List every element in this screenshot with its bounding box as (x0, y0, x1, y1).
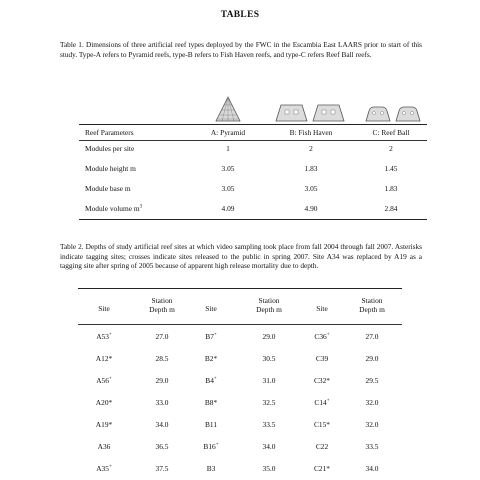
depth-cell: 34.0 (155, 420, 169, 429)
table-row (79, 204, 427, 218)
site-code: B11 (204, 420, 218, 429)
depth-cell: 32.0 (365, 398, 379, 407)
table-row (78, 376, 402, 392)
depth-cell: 33.0 (155, 398, 169, 407)
table2-caption: Table 2. Depths of study artificial reef sites at which video sampling took place from fall 2004 through fall 2007. Asterisks indicate tagging sites; crosses indicate sites released to the public in spring 2007. Site A34 was replaced by A19 as a tagging site after spring of 2005 because of apparent high release mortality due to depth. (60, 242, 422, 271)
table-row (78, 332, 402, 348)
site-code: B2* (204, 354, 218, 363)
superscript: 3 (139, 204, 143, 210)
site-code: B8* (204, 398, 218, 407)
site-cell (82, 354, 126, 363)
release-cross-marker: + (108, 332, 112, 338)
site-code: C15* (313, 420, 330, 429)
table1-bottom-rule (79, 219, 427, 220)
site-code: B16 (203, 442, 216, 451)
depth-cell: 28.5 (155, 354, 169, 363)
depth-cell: 29.5 (365, 376, 379, 385)
depth-cell: 33.5 (262, 420, 276, 429)
table1-caption: Table 1. Dimensions of three artificial reef types deployed by the FWC in the Escambia East LAARS prior to start of this study. Type-A refers to Pyramid reefs, type-B refers to Fish Haven reefs, and type-C refers Reef Ball reefs. (60, 40, 422, 59)
site-code: C32* (313, 376, 330, 385)
site-cell (82, 398, 126, 407)
depth-cell: 32.0 (365, 420, 379, 429)
site-cell (190, 376, 232, 385)
release-cross-marker: + (326, 332, 330, 338)
depth-cell: 32.5 (262, 398, 276, 407)
table-row (79, 144, 427, 158)
depth-cell: 29.0 (262, 332, 276, 341)
header-site: Site (316, 304, 328, 313)
site-code: B4 (205, 376, 214, 385)
site-cell (190, 442, 232, 451)
site-code: A12* (95, 354, 113, 363)
cell-value: 1.45 (384, 164, 398, 173)
depth-cell: 29.0 (155, 376, 169, 385)
depth-cell: 33.5 (365, 442, 379, 451)
table-row (78, 464, 402, 480)
header-reef-ball: C: Reef Ball (372, 128, 410, 137)
table1-top-rule (79, 124, 427, 125)
header-line: Depth m (149, 305, 175, 314)
row-label: Module base m (85, 184, 131, 193)
site-cell (300, 376, 344, 385)
site-code: A35 (96, 464, 109, 473)
depth-cell: 37.5 (155, 464, 169, 473)
site-code: C21* (313, 464, 330, 473)
depth-cell: 34.0 (262, 442, 276, 451)
depth-cell: 27.0 (365, 332, 379, 341)
cell-value: 1.83 (384, 184, 398, 193)
depth-cell: 31.0 (262, 376, 276, 385)
cell-value: 3.05 (304, 184, 318, 193)
site-code: C22 (315, 442, 329, 451)
table-row (79, 184, 427, 198)
table2-top-rule (78, 288, 402, 289)
release-cross-marker: + (215, 442, 219, 448)
table-row (78, 442, 402, 458)
depth-cell: 27.0 (155, 332, 169, 341)
row-label-text: Module volume m (85, 204, 140, 213)
table1-header-rule (79, 140, 427, 141)
table-row (78, 420, 402, 436)
table-row (78, 398, 402, 414)
site-cell (82, 376, 126, 385)
site-code: A56 (96, 376, 109, 385)
fish-haven-reef-icon (275, 104, 345, 122)
site-code: B7 (205, 332, 214, 341)
header-station-depth (344, 296, 400, 314)
header-site: Site (98, 304, 110, 313)
site-cell (300, 354, 344, 363)
site-cell (82, 420, 126, 429)
header-line: Station (151, 296, 173, 305)
site-cell (300, 332, 344, 341)
release-cross-marker: + (108, 464, 112, 470)
site-code: A19* (95, 420, 113, 429)
cell-value: 3.05 (221, 184, 235, 193)
depth-cell: 34.0 (365, 464, 379, 473)
site-cell (82, 464, 126, 473)
site-code: A36 (97, 442, 111, 451)
cell-value: 1 (226, 144, 230, 153)
site-cell (190, 464, 232, 473)
row-label: Module height m (85, 164, 136, 173)
depth-cell: 35.0 (262, 464, 276, 473)
site-code: B3 (206, 464, 216, 473)
pyramid-reef-icon (213, 96, 243, 122)
header-line: Depth m (256, 305, 282, 314)
row-label: Modules per site (85, 144, 135, 153)
site-cell (190, 354, 232, 363)
site-cell (300, 464, 344, 473)
release-cross-marker: + (213, 332, 217, 338)
release-cross-marker: + (326, 398, 330, 404)
header-pyramid: A: Pyramid (210, 128, 246, 137)
cell-value: 4.09 (221, 204, 235, 213)
table-row (78, 354, 402, 370)
header-line: Station (361, 296, 383, 305)
header-line: Station (258, 296, 280, 305)
site-code: C39 (315, 354, 329, 363)
site-cell (82, 332, 126, 341)
release-cross-marker: + (213, 376, 217, 382)
site-cell (190, 398, 232, 407)
header-line: Depth m (359, 305, 385, 314)
site-cell (300, 398, 344, 407)
header-station-depth (240, 296, 298, 314)
header-station-depth (134, 296, 190, 314)
table-row (79, 164, 427, 178)
header-reef-parameters: Reef Parameters (85, 128, 134, 137)
row-label (85, 204, 142, 213)
site-code: A20* (95, 398, 113, 407)
site-cell (190, 420, 232, 429)
tables-heading: TABLES (220, 10, 260, 20)
site-cell (300, 420, 344, 429)
header-fish-haven: B: Fish Haven (289, 128, 333, 137)
cell-value: 4.90 (304, 204, 318, 213)
reef-ball-icon (365, 106, 421, 122)
cell-value: 2 (309, 144, 313, 153)
depth-cell: 30.5 (262, 354, 276, 363)
cell-value: 3.05 (221, 164, 235, 173)
cell-value: 1.83 (304, 164, 318, 173)
table2-header-rule (78, 324, 402, 325)
site-code: C14 (314, 398, 327, 407)
header-site: Site (205, 304, 217, 313)
release-cross-marker: + (108, 376, 112, 382)
site-cell (300, 442, 344, 451)
site-code: A53 (96, 332, 109, 341)
cell-value: 2 (389, 144, 393, 153)
site-cell (82, 442, 126, 451)
site-cell (190, 332, 232, 341)
site-code: C36 (314, 332, 327, 341)
depth-cell: 36.5 (155, 442, 169, 451)
cell-value: 2.84 (384, 204, 398, 213)
depth-cell: 29.0 (365, 354, 379, 363)
